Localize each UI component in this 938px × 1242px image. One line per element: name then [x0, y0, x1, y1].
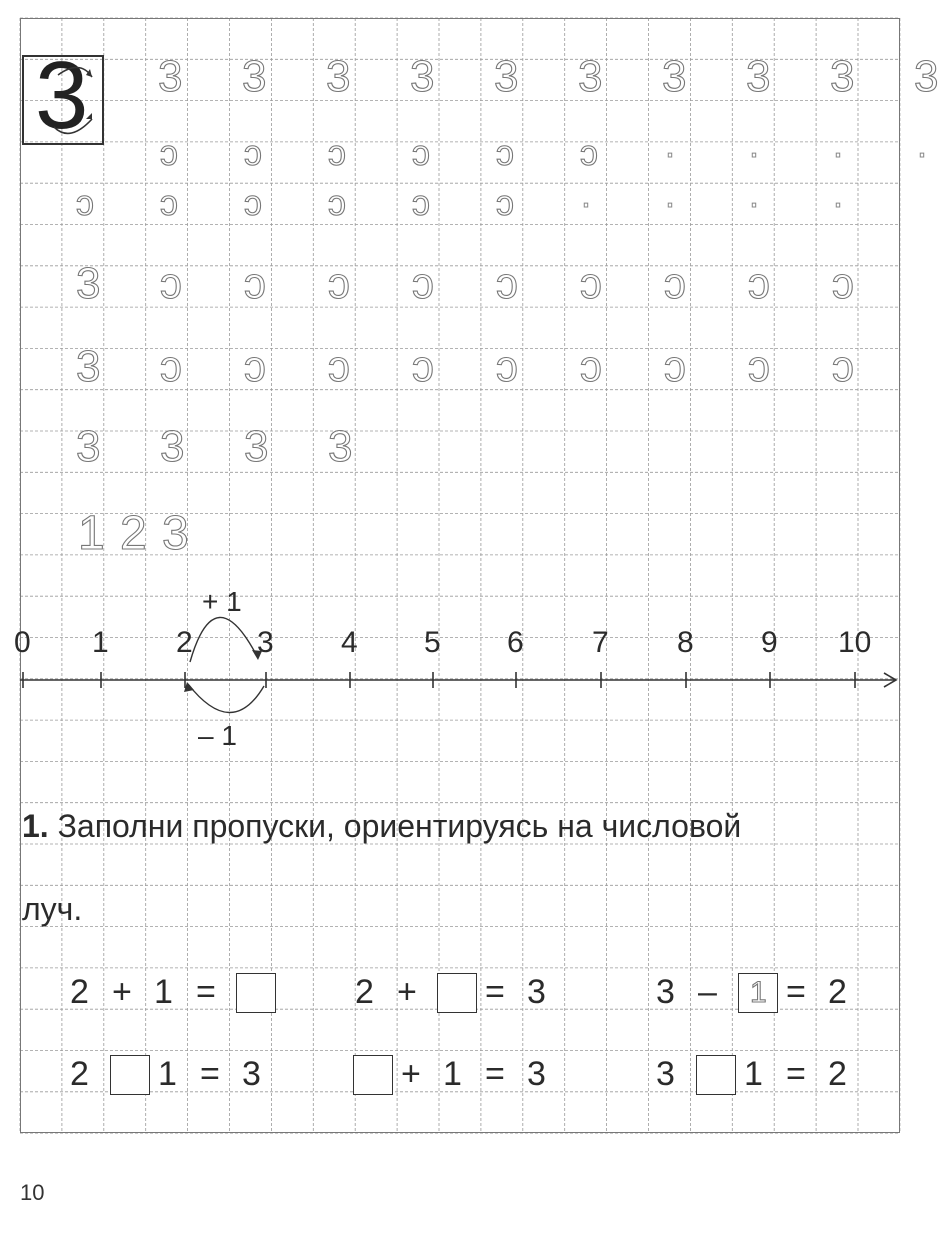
page-number: 10 — [20, 1180, 45, 1205]
trace-glyph: 3 — [410, 52, 435, 101]
equation-token: 3 — [656, 1055, 675, 1093]
trace-glyph: ↄ — [160, 259, 182, 308]
trace-glyph: ↄ — [580, 342, 602, 391]
number-line-label: 4 — [341, 626, 358, 659]
trace-glyph: ↄ — [328, 182, 346, 223]
trace-glyph: ↄ — [328, 259, 350, 308]
trace-glyph: ↄ — [496, 132, 514, 173]
stroke-arrows-icon — [40, 55, 100, 145]
equation-token: = — [196, 973, 216, 1011]
equation-token: 1 — [744, 1055, 763, 1093]
trace-glyph: 3 — [578, 52, 603, 101]
equation-token: 3 — [527, 1055, 546, 1093]
trace-glyph: ↄ — [496, 342, 518, 391]
trace-glyph: · — [832, 182, 844, 223]
equation-token: 2 — [828, 1055, 847, 1093]
answer-box[interactable] — [437, 973, 477, 1013]
equation-token: 1 — [443, 1055, 462, 1093]
equation-token: 2 — [70, 973, 89, 1011]
trace-glyph: ↄ — [832, 259, 854, 308]
trace-glyph: 3 — [242, 52, 267, 101]
trace-glyph: ↄ — [664, 259, 686, 308]
equation-token: 3 — [527, 973, 546, 1011]
equation-token: 2 — [70, 1055, 89, 1093]
trace-glyph: ↄ — [244, 182, 262, 223]
trace-glyph: ↄ — [748, 342, 770, 391]
equation-token: = — [200, 1055, 220, 1093]
number-line-label: 2 — [176, 626, 193, 659]
trace-glyph: ↄ — [244, 342, 266, 391]
trace-glyph: 3 — [914, 52, 938, 101]
number-line-label: 0 — [14, 626, 31, 659]
task-instruction-line2: луч. — [22, 891, 83, 927]
trace-glyph: ↄ — [412, 259, 434, 308]
trace-glyph: 3 — [244, 422, 269, 471]
answer-box[interactable] — [696, 1055, 736, 1095]
trace-glyph: ↄ — [496, 259, 518, 308]
sample-digit: 3 — [35, 42, 89, 149]
number-line-label: 7 — [592, 626, 609, 659]
equation-token: = — [786, 1055, 806, 1093]
trace-glyph: ↄ — [244, 132, 262, 173]
trace-glyph: · — [664, 182, 676, 223]
equation-token: 1 — [158, 1055, 177, 1093]
minus-one-label: – 1 — [198, 720, 237, 751]
answer-box[interactable] — [353, 1055, 393, 1095]
trace-glyph: · — [832, 132, 844, 173]
trace-glyph: ↄ — [160, 132, 178, 173]
number-line-label: 6 — [507, 626, 524, 659]
trace-glyph: 3 — [158, 52, 183, 101]
task-text — [22, 810, 741, 842]
trace-glyph: ↄ — [412, 132, 430, 173]
task-number: 1. — [22, 808, 49, 844]
trace-glyph: · — [748, 132, 760, 173]
equation-token: + — [401, 1055, 421, 1093]
trace-glyph: ↄ — [580, 259, 602, 308]
trace-glyph: ↄ — [412, 182, 430, 223]
trace-glyph: ↄ — [580, 132, 598, 173]
equation-token: = — [786, 973, 806, 1011]
trace-glyph: 3 — [328, 422, 353, 471]
trace-glyph: · — [664, 132, 676, 173]
trace-glyph: 3 — [830, 52, 855, 101]
answer-box[interactable] — [236, 973, 276, 1013]
trace-glyph: ↄ — [328, 342, 350, 391]
equation-token: – — [698, 973, 717, 1011]
equation-token: 1 — [154, 973, 173, 1011]
trace-glyph: 3 — [746, 52, 771, 101]
trace-glyph: ↄ — [496, 182, 514, 223]
trace-glyph: 2 — [120, 507, 147, 560]
number-line — [0, 580, 917, 780]
worksheet-grid — [20, 18, 900, 1133]
trace-glyph: · — [748, 182, 760, 223]
trace-glyph: 3 — [662, 52, 687, 101]
equation-token: = — [485, 973, 505, 1011]
equation-token: 3 — [656, 973, 675, 1011]
trace-glyph: 3 — [494, 52, 519, 101]
trace-glyph: 3 — [76, 259, 101, 308]
number-line-label: 1 — [92, 626, 109, 659]
answer-box[interactable] — [110, 1055, 150, 1095]
trace-glyph: ↄ — [412, 342, 434, 391]
equation-token: 2 — [355, 973, 374, 1011]
plus-one-label: + 1 — [202, 586, 242, 617]
task-instruction-line1: Заполни пропуски, ориентируясь на числовой — [57, 808, 742, 844]
number-line-label: 3 — [257, 626, 274, 659]
number-line-label: 8 — [677, 626, 694, 659]
trace-glyph: ↄ — [160, 182, 178, 223]
number-line-label: 10 — [838, 626, 872, 659]
equation-token: = — [485, 1055, 505, 1093]
trace-glyph: 3 — [76, 342, 101, 391]
trace-glyph: ↄ — [748, 259, 770, 308]
trace-glyph: · — [916, 132, 928, 173]
trace-glyph: · — [580, 182, 592, 223]
trace-glyph: ↄ — [664, 342, 686, 391]
equation-token: 3 — [242, 1055, 261, 1093]
number-line-label: 9 — [761, 626, 778, 659]
trace-glyph: ↄ — [832, 342, 854, 391]
trace-glyph: 1 — [78, 507, 105, 560]
trace-glyph: 3 — [326, 52, 351, 101]
equation-token: + — [112, 973, 132, 1011]
grid-lines — [20, 18, 900, 1133]
number-line-label: 5 — [424, 626, 441, 659]
trace-glyph: 3 — [160, 422, 185, 471]
trace-glyph: ↄ — [76, 182, 94, 223]
trace-glyph: 3 — [76, 422, 101, 471]
equation-token: 1 — [750, 976, 767, 1009]
equation-token: + — [397, 973, 417, 1011]
trace-glyph: ↄ — [244, 259, 266, 308]
equation-token: 2 — [828, 973, 847, 1011]
trace-glyph: ↄ — [160, 342, 182, 391]
trace-glyph: ↄ — [328, 132, 346, 173]
trace-glyph: 3 — [162, 507, 189, 560]
